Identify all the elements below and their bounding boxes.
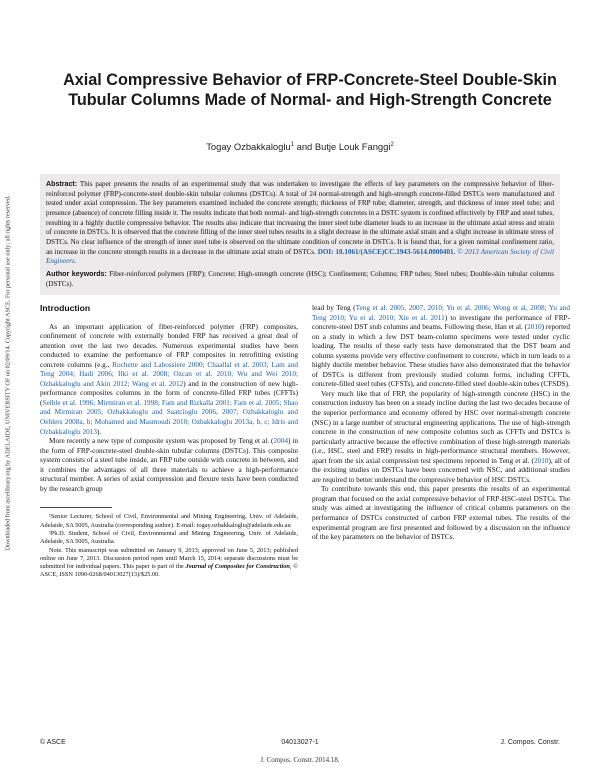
citation-link[interactable]: 2004 xyxy=(273,437,288,446)
citation-links[interactable]: Seible et al. 1996; Mirmiran et al. 1998; Fam and Rizkalla 2001; Fam et al. 2005; Shao and Mirmiran 2005; Ozbakkaloglu and Saatcioglu 2006, 2007; Ozbakkaloglu and Oehlers 2008a, b; Mohamed and Masmoudi 2010; Ozbakkaloglu 2013a, b, c; Idris and Ozbakkaloglu 2013 xyxy=(40,398,298,436)
text-run: ) reported on a study in which a few DST beam-column specimens were tested under cyclic loading. The results of these early tests have demonstrated that the DST beam and column systems provide very effective confinement to concrete, which in turn leads to a highly ductile member behavior. These studies have also demonstrated that the behavior of DSTCs is different from previously studied column forms, including CFFTs, concrete-filled steel tubes (CFSTs), and concrete-filled steel double-skin tubes (CFSDS). xyxy=(312,323,570,389)
footnote-1: ¹Senior Lecturer, School of Civil, Environmental and Mining Engineering, Univ. of Adelaide, Adelaide, SA 5005, Australia (corresponding author). E-mail: togay.ozbakkaloglu@adelaide.edu.au xyxy=(40,513,298,529)
abstract-body xyxy=(46,180,554,267)
intro-paragraph-3 xyxy=(312,390,570,485)
text-run: Very much like that of FRP, the popularity of high-strength concrete (HSC) in the construction industry has been on a steady incline during the last two decades because of the superior performance and economy offered by HSC over normal-strength concrete (NSC) in a large number of structural engineering applications. The use of high-strength concrete in the construction of new composite columns such as CFFTs and DSTCs is particularly attractive because the effective combination of these high-strength materials (i.e., HSC, steel and FRP) results in high-performance structural members. However, apart from the six axial compression test specimens reported in Teng et al. ( xyxy=(312,389,570,465)
text-run: ) and in the construction of new high-performance composites columns in the form of concrete-filled FRP tubes (CFFTs) ( xyxy=(40,379,298,407)
page-footer xyxy=(40,739,560,746)
author-and: and xyxy=(294,141,315,152)
author-2-affil: 2 xyxy=(390,141,394,148)
intro-paragraph-2 xyxy=(40,437,298,494)
submission-note xyxy=(40,547,298,580)
text-run: ) to investigate the performance of FRP-concrete-steel DST stub columns and beams. Following these, Han et al. ( xyxy=(312,313,570,332)
left-column xyxy=(40,304,298,580)
abstract-box xyxy=(40,174,560,295)
doi-link[interactable]: DOI: 10.1061/(ASCE)CC.1943-5614.0000401. xyxy=(317,247,456,256)
citation-link[interactable]: 2010 xyxy=(527,323,542,332)
intro-paragraph-2-cont xyxy=(312,304,570,390)
text-run: ), all of the existing studies on DSTCs have been concerned with NSC, and additional studies are required to better understand the compressive behavior of HSC DSTCs. xyxy=(312,456,570,484)
footer-copyright: © ASCE xyxy=(40,739,66,746)
footer-page-id: 04013027-1 xyxy=(281,739,319,746)
download-note xyxy=(2,148,14,598)
download-note-text: Downloaded from ascelibrary.org by ADELAIDE, UNIVERSITY OF on 02/09/14. Copyright ASCE. For personal use only; all rights reserved. xyxy=(4,195,12,551)
citation-link[interactable]: 2010 xyxy=(533,456,549,465)
section-heading-introduction: Introduction xyxy=(40,303,91,313)
abstract-text: This paper presents the results of an experimental study that was undertaken to investigate the effects of key parameters on the compressive behavior of fiber-reinforced polymer (FRP)-concrete-steel double-skin tubular columns (DSTCs). A total of 24 normal-strength and high-strength concrete-filled DSTCs were manufactured and tested under axial compression. The key parameters examined included the concrete strength; thickness of FRP tube; diameter, strength, and thickness of inner steel tube; and presence (absence) of concrete filling inside it. The results indicate that both normal- and high-strength concretes in a DSTC system is confined effectively by FRP and steel tubes, resulting in a highly ductile compressive behavior. The results also indicate that increasing the inner steel tube diameter leads to an increase in the ultimate axial stress and strain of concrete in DSTCs. It is observed that the concrete filling of the inner steel tubes results in a slight decrease in the ultimate axial strain and a slight increase in ultimate stress of DSTCs. No clear influence of the strength of inner steel tube is observed on the ultimate condition of concrete in DSTCs. It is found that, for a given nominal confinement ratio, an increase in the concrete strength results in a decrease in the ultimate axial strain of DSTCs. xyxy=(46,180,554,256)
footer-journal: J. Compos. Constr. xyxy=(500,739,560,746)
keywords-label: Author keywords: xyxy=(46,269,107,278)
citation-links[interactable]: Rochette and Labossiere 2000; Chaallal et al. 2003; Lam and Teng 2004; Hadi 2006; Ilki et al. 2008; Ozcan et al. 2010; Wu and Wei 2010; Ozbakkaloglu and Akin 2012; Wang et al. 2012 xyxy=(40,360,298,388)
footnote-2: ²Ph.D. Student, School of Civil, Environmental and Mining Engineering, Univ. of Adelaide, Adelaide, SA 5005, Australia. xyxy=(40,529,298,546)
footnote-rule xyxy=(40,507,112,508)
text-run: ) in the form of FRP-concrete-steel double-skin tubular columns (DSTCs). This composite system consists of a steel tube inside, an FRP tube outside with concrete in between, and it combines the advantages of all three materials to achieve a high-performance structural member. A series of axial compression and flexure tests have been conducted by the research group xyxy=(40,437,298,493)
text-run: lead by Teng ( xyxy=(312,304,356,312)
intro-paragraph-4: To contribute towards this end, this paper presents the results of an experimental program that focused on the axial compressive behavior of FRP-HSC-steel DSTCs. The study was aimed at investigating the influence of critical columns parameters on the performance of DSTCs constructed of carbon FRP external tubes. The results of the experimental program are first presented and followed by a discussion on the influence of the key parameters on the behavior of DSTCs. xyxy=(312,485,570,542)
keywords-text: Fiber-reinforced polymers (FRP); Concrete; High-strength concrete (HSC); Confinement; Columns; FRP tubes; Steel tubes; Double-skin tubular columns (DSTCs). xyxy=(46,269,554,288)
abstract-label: Abstract: xyxy=(46,180,78,188)
text-run: As an important application of fiber-reinforced polymer (FRP) composites, confinement of concrete with externally bonded FRP has received a great deal of attention over the last two decades. Numerous experimental studies have been conducted to examine the performance of FRP composites in retrofitting existing concrete columns (e.g., xyxy=(40,322,298,369)
paper-title: Axial Compressive Behavior of FRP-Concrete-Steel Double-Skin Tubular Columns Made of Normal- and High-Strength Concrete xyxy=(63,71,557,109)
abstract-copyright: © 2013 American Society of Civil Engineers. xyxy=(46,247,554,266)
text-run: ). xyxy=(96,427,102,436)
text-run: , © ASCE, ISSN 1090-0268/04013027(13)/$25.00. xyxy=(40,563,298,579)
author-line xyxy=(40,141,560,152)
author-2: Butje Louk Fanggi xyxy=(314,141,391,152)
text-run: Note. This manuscript was submitted on January 9, 2013; approved on June 5, 2013; published online on June 7, 2013. Discussion period open until March 15, 2014; separate discussions must be submitted for individual papers. This paper is part of the xyxy=(40,546,298,571)
citation-links[interactable]: Teng et al. 2005, 2007, 2010; Yu et al. 2006; Wong et al. 2008; Yu and Teng 2010; Yu et al. 2010; Xie et al. 2011 xyxy=(312,304,570,322)
journal-name: Journal of Composites for Construction xyxy=(185,563,290,571)
right-column xyxy=(312,304,570,543)
author-1-affil: 1 xyxy=(290,141,294,148)
author-keywords xyxy=(46,270,554,289)
citation-line: J. Compos. Constr. 2014.18. xyxy=(260,756,340,764)
author-1: Togay Ozbakkaloglu xyxy=(206,141,291,152)
intro-paragraph-1 xyxy=(40,323,298,438)
text-run: More recently a new type of composite system was proposed by Teng et al. ( xyxy=(49,437,274,446)
